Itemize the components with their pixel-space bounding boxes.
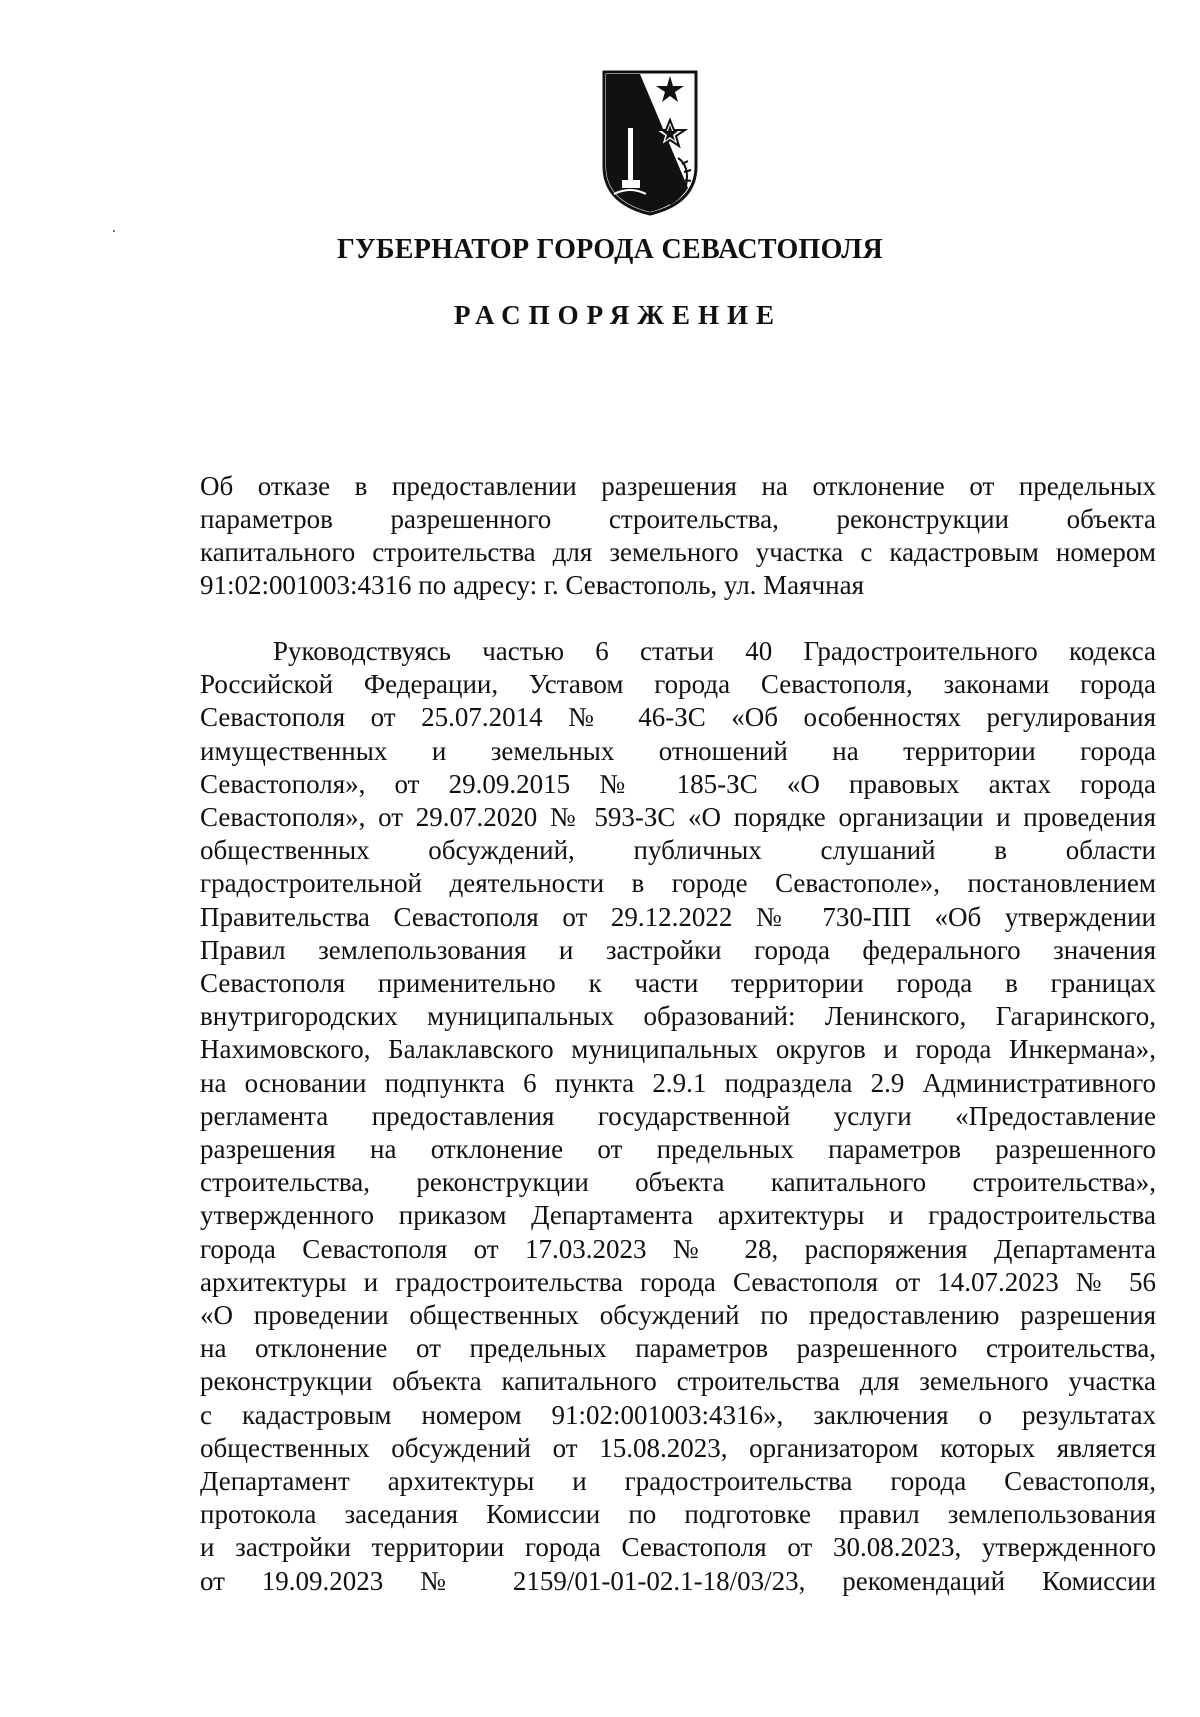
- body-line: от 19.09.2023 № 2159/01-01-02.1-18/03/23, рекомендаций Комиссии: [200, 1565, 1156, 1596]
- body-line: регламента предоставления государственной услуги «Предоставление: [200, 1100, 1156, 1131]
- body-line: Правил землепользования и застройки города федерального значения: [200, 934, 1156, 965]
- body-line: Севастополя», от 29.07.2020 № 593-ЗС «О порядке организации и проведения: [200, 802, 1156, 833]
- body-line: Департамент архитектуры и градостроительства города Севастополя,: [200, 1466, 1156, 1497]
- body-line: Севастополя», от 29.09.2015 № 185-ЗС «О правовых актах города: [200, 768, 1156, 799]
- body-line: «О проведении общественных обсуждений по предоставлению разрешения: [200, 1300, 1156, 1331]
- body-line: внутригородских муниципальных образований: Ленинского, Гагаринского,: [200, 1001, 1156, 1032]
- body-line: Севастополя применительно к части территории города в границах: [200, 968, 1156, 999]
- body-line: Нахимовского, Балаклавского муниципальных округов и города Инкермана»,: [200, 1034, 1156, 1065]
- body-line: общественных обсуждений от 15.08.2023, организатором которых является: [200, 1432, 1156, 1463]
- body-line: на основании подпункта 6 пункта 2.9.1 подраздела 2.9 Административного: [200, 1067, 1156, 1098]
- document-type: РАСПОРЯЖЕНИЕ: [453, 300, 783, 330]
- coat-of-arms-icon: [600, 68, 700, 218]
- subject-line: Об отказе в предоставлении разрешения на отклонение от предельных: [200, 471, 1156, 501]
- body-line: имущественных и земельных отношений на территории города: [200, 735, 1156, 766]
- body-line: строительства, реконструкции объекта капитального строительства»,: [200, 1167, 1156, 1198]
- body-line: Руководствуясь частью 6 статьи 40 Градостроительного кодекса: [273, 636, 1156, 666]
- body-line: города Севастополя от 17.03.2023 № 28, распоряжения Департамента: [200, 1233, 1156, 1264]
- body-line: реконструкции объекта капитального строительства для земельного участка: [200, 1366, 1156, 1397]
- issuer-title: ГУБЕРНАТОР ГОРОДА СЕВАСТОПОЛЯ: [337, 234, 883, 265]
- body-line: градостроительной деятельности в городе Севастополе», постановлением: [200, 868, 1156, 899]
- body-line: протокола заседания Комиссии по подготовке правил землепользования: [200, 1499, 1156, 1530]
- body-line: утвержденного приказом Департамента архитектуры и градостроительства: [200, 1200, 1156, 1231]
- body-line: с кадастровым номером 91:02:001003:4316», заключения о результатах: [200, 1399, 1156, 1430]
- body-line: общественных обсуждений, публичных слушаний в области: [200, 835, 1156, 866]
- subject-line: 91:02:001003:4316 по адресу: г. Севастополь, ул. Маячная: [200, 570, 865, 600]
- document-body: [200, 635, 1156, 1598]
- body-line: Российской Федерации, Уставом города Севастополя, законами города: [200, 669, 1156, 700]
- body-line: и застройки территории города Севастополя от 30.08.2023, утвержденного: [200, 1532, 1156, 1563]
- subject-line: параметров разрешенного строительства, реконструкции объекта: [200, 504, 1156, 534]
- scan-speck: [113, 230, 115, 232]
- subject-line: капитального строительства для земельного участка с кадастровым номером: [200, 537, 1156, 567]
- body-line: разрешения на отклонение от предельных параметров разрешенного: [200, 1134, 1156, 1165]
- body-line: Правительства Севастополя от 29.12.2022 № 730-ПП «Об утверждении: [200, 901, 1156, 932]
- body-line: архитектуры и градостроительства города Севастополя от 14.07.2023 № 56: [200, 1266, 1156, 1297]
- body-line: Севастополя от 25.07.2014 № 46-ЗС «Об особенностях регулирования: [200, 702, 1156, 733]
- body-line: на отклонение от предельных параметров разрешенного строительства,: [200, 1333, 1156, 1364]
- document-subject: [200, 470, 1156, 602]
